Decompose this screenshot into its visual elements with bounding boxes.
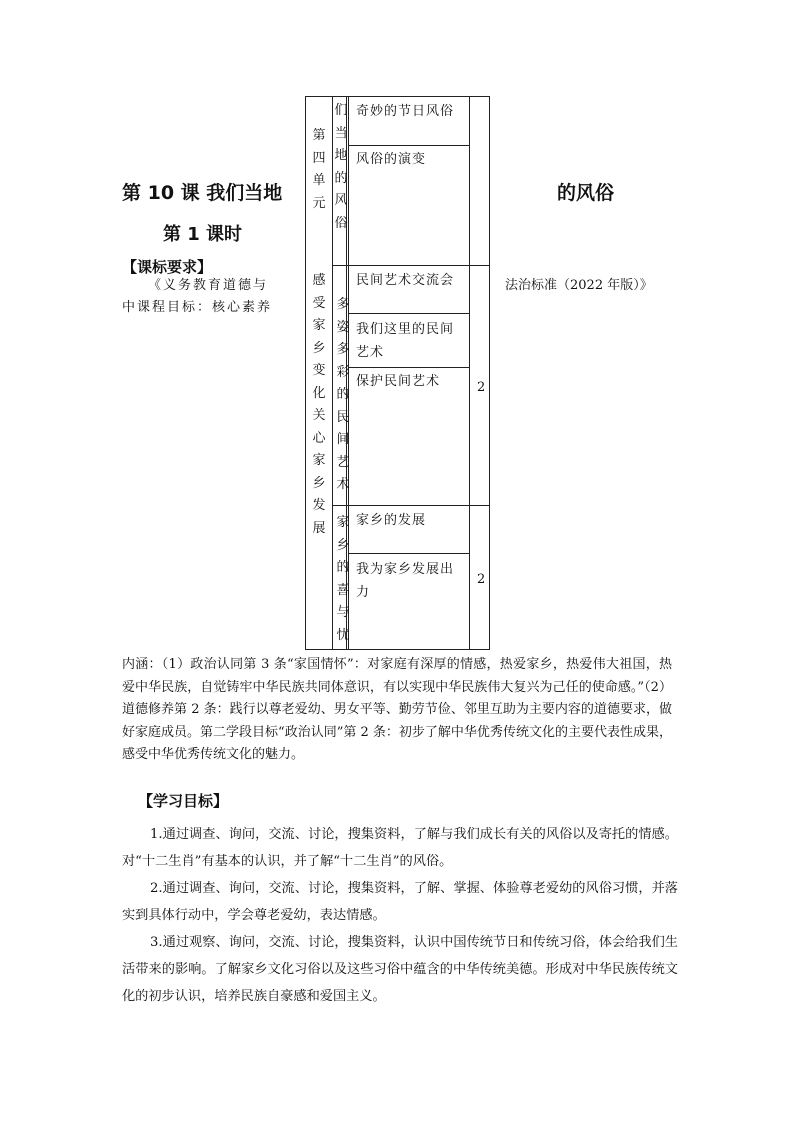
- table-hline-3: [348, 313, 469, 314]
- hours-cell-2: 2: [477, 572, 486, 587]
- theme-cell-2: [336, 294, 350, 506]
- objective-item-1: 1.通过调查、询问，交流、讨论，搜集资料，了解与我们成长有关的风俗以及寄托的情感。对“十二生肖”有基本的认识，并了解“十二生肖”的风俗。: [122, 827, 678, 869]
- topic-cell-6: 家乡的发展: [356, 513, 427, 528]
- page-title-right: 的风俗: [557, 182, 615, 204]
- topic-cell-5: 保护民间艺术: [356, 374, 441, 389]
- standard-heading: 【课标要求】: [122, 258, 213, 276]
- theme-label-1: 们当地的风俗: [334, 103, 348, 231]
- theme-cell-1: [336, 100, 346, 240]
- standard-text-left-2: 中课程目标：核心素养: [122, 300, 273, 315]
- topic-cell-3: 民间艺术交流会: [356, 273, 455, 288]
- hours-cell-1: 2: [477, 380, 486, 395]
- objective-item-2: 2.通过调查、询问，交流、讨论，搜集资料，了解、掌握、体验尊老爱幼的风俗习惯，并落实到具体行动中，学会尊老爱幼，表达情感。: [122, 881, 678, 923]
- theme-label-2: 多姿多彩的民间艺术: [336, 297, 350, 492]
- table-vline-1: [332, 96, 333, 650]
- topic-cell-1: 奇妙的节日风俗: [356, 104, 455, 119]
- table-hline-4: [348, 367, 469, 368]
- standard-text-right-1: 法治标准（2022 年版）》: [505, 278, 653, 293]
- unit-label-bottom: 感受家乡变化关心家乡发展: [312, 273, 326, 536]
- page-title-left: 第 10 课 我们当地: [122, 182, 283, 204]
- period-label: 第 1 课时: [163, 224, 243, 245]
- table-hline-5: [333, 505, 490, 506]
- content-paragraph: 内涵：（1）政治认同第 3 条“家国情怀”：对家庭有深厚的情感，热爱家乡，热爱伟大祖国，热爱中华民族，自觉铸牢中华民族共同体意识，有以实现中华民族伟大复兴为己任的使命感。”（2）道德修养第 2 条：践行以尊老爱幼、男女平等、勤劳节俭、邻里互助为主要内容的道德要求，做好家庭成员。第二学段目标“政治认同”第 2 条：初步了解中华优秀传统文化的主要代表性成果，感受中华优秀传统文化的魅力。: [122, 657, 672, 762]
- theme-label-3: 家乡的喜与忧: [336, 515, 350, 643]
- table-hline-2: [333, 265, 490, 266]
- topic-cell-2: 风俗的演变: [356, 152, 427, 167]
- theme-cell-3: [336, 512, 350, 648]
- topic-cell-4: 我们这里的民间艺术: [356, 322, 455, 360]
- topic-cell-7: 我为家乡发展出力: [356, 562, 455, 600]
- table-vline-4: [469, 96, 470, 650]
- unit-label-top: 第四单元: [312, 128, 326, 211]
- objectives-heading: 【学习目标】: [138, 792, 229, 810]
- objective-item-3: 3.通过观察、询问，交流、讨论，搜集资料，认识中国传统节日和传统习俗，体会给我们生活带来的影响。了解家乡文化习俗以及这些习俗中蕴含的中华传统美德。形成对中华民族传统文化的初步认识，培养民族自豪感和爱国主义。: [122, 935, 678, 1004]
- standard-text-left-1: 《义务教育道德与: [148, 278, 269, 293]
- table-hline-6: [348, 553, 469, 554]
- table-hline-1: [348, 145, 469, 146]
